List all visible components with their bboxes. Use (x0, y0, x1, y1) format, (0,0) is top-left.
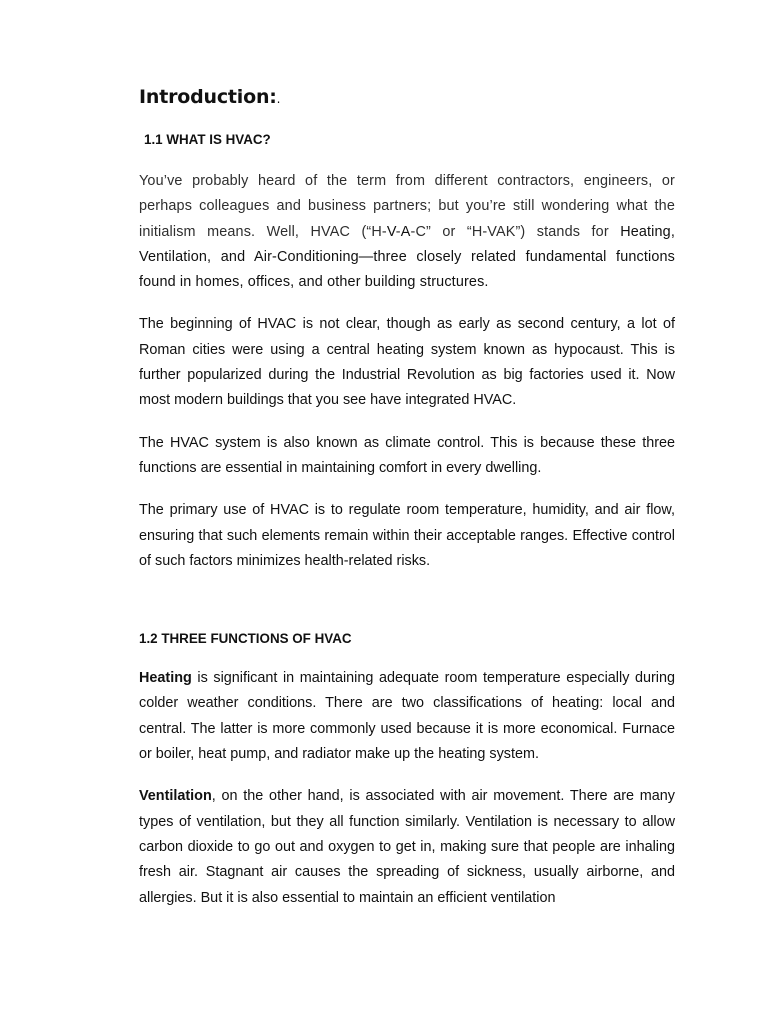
paragraph-climate-control: The HVAC system is also known as climate control. This is because these three functions are essential in maintaining comfort in every dwelling. (139, 434, 675, 476)
section-heading-what-is-hvac: 1.1 WHAT IS HVAC? (144, 132, 271, 147)
ventilation-text: , on the other hand, is associated with air movement. There are many types of ventilation, but they all function similarly. Ventilation is necessary to allow carbon dioxide to go out and oxygen to get in, making sure that people are inhaling fresh air. Stagnant air causes the spreading of sickness, usually airborne, and allergies. But it is also essential to maintain an efficient ventilation (139, 788, 675, 906)
page-title (139, 86, 675, 108)
heating-text: is significant in maintaining adequate room temperature especially during colder weather conditions. There are two classifications of heating: local and central. The latter is more commonly used because it is more economical. Furnace or boiler, heat pump, and radiator make up the heating system. (139, 670, 675, 763)
heating-term: Heating (139, 670, 192, 687)
p1-part-c: -C” or “H-VAK”) stands for (410, 223, 621, 240)
document-page (139, 86, 675, 928)
paragraph-heating (139, 666, 675, 767)
title-suffix: . (276, 92, 281, 106)
section-heading-three-functions: 1.2 THREE FUNCTIONS OF HVAC (139, 631, 352, 647)
p1-part-a: You’ve probably heard of the term from different contractors, engineers, or perhaps colleagues and business partners; but you’re still wondering what the initialism means. Well, HVAC (“H- (139, 173, 675, 240)
p1-part-dash: - (395, 223, 401, 240)
p1-part-d: Heating, Ventilation, and Air-Conditioning—three closely related fundamental functions found in homes, offices, and other building structures. (139, 223, 675, 291)
p1-part-v: V (386, 223, 396, 240)
title-text: Introduction: (139, 86, 277, 108)
paragraph-history: The beginning of HVAC is not clear, though as early as second century, a lot of Roman cities were using a central heating system known as hypocaust. This is further popularized during the Industrial Revolution as big factories used it. Now most modern buildings that you see have integrated HVAC. (139, 316, 675, 409)
ventilation-term: Ventilation (139, 788, 212, 805)
paragraph-primary-use: The primary use of HVAC is to regulate room temperature, humidity, and air flow, ensuring that such elements remain within their acceptable ranges. Effective control of such factors minimizes health-related risks. (139, 502, 675, 569)
p1-part-a2: A (400, 223, 411, 240)
paragraph-what-is-hvac (139, 169, 675, 295)
paragraph-ventilation (139, 784, 675, 910)
